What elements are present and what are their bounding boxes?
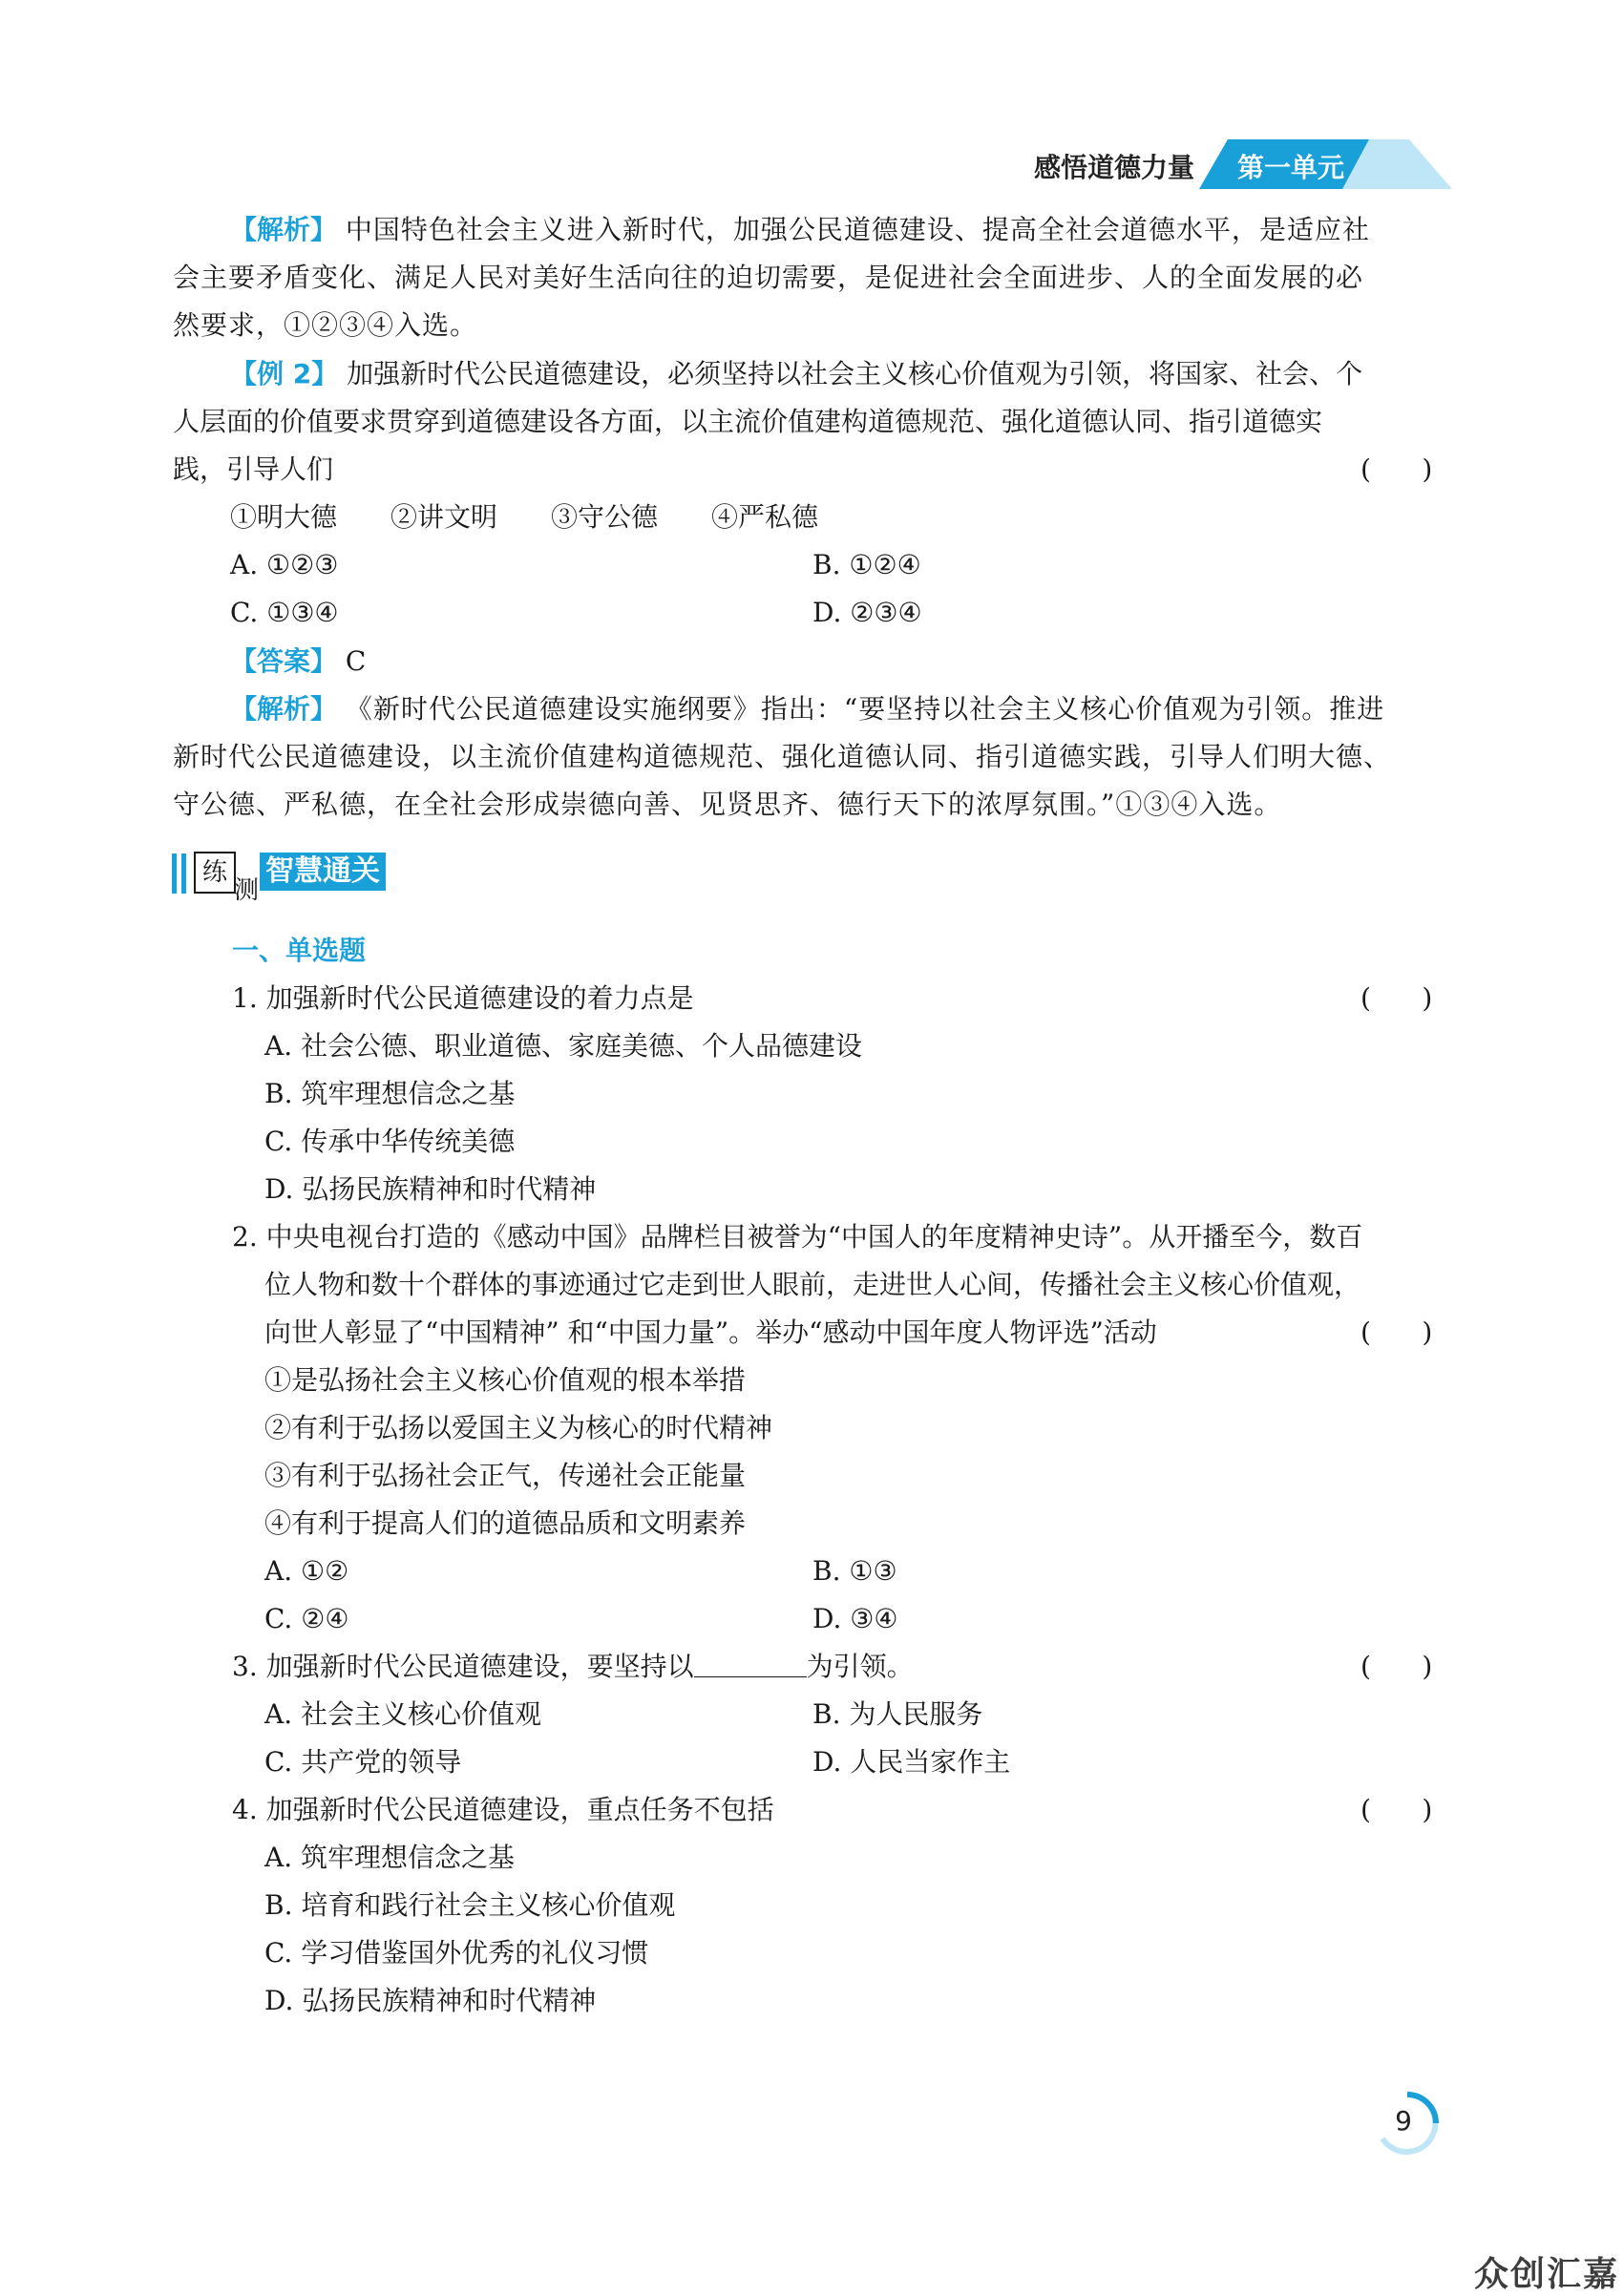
ex2-option-c: C. ①③④ (230, 597, 339, 628)
ex1-analysis-line-1: 【解析】 中国特色社会主义进入新时代，加强公民道德建设、提高全社会道德水平，是适应社 (230, 214, 1370, 245)
answer-paren: ( ) (1360, 453, 1433, 485)
watermark: 众创汇嘉 (1474, 2255, 1620, 2294)
answer-tag: 【答案】 (230, 645, 338, 677)
page-number: 9 (1395, 2105, 1412, 2137)
ex2-option-b: B. ①②④ (812, 549, 921, 580)
ex2-option-a: A. ①②③ (230, 549, 339, 580)
ex2-stem-line-3: 践，引导人们 (173, 453, 334, 485)
ex1-analysis-line-2: 会主要矛盾变化、满足人民对美好生活向往的迫切需要，是促进社会全面进步、人的全面发展的必 (173, 262, 1364, 293)
q4-option-a: A. 筑牢理想信念之基 (264, 1842, 516, 1873)
example-tag: 【例 2】 (230, 358, 339, 390)
ex2-stem-line-2: 人层面的价值要求贯穿到道德建设各方面，以主流价值建构道德规范、强化道德认同、指引道德实 (173, 406, 1323, 437)
q3-stem: 3. 加强新时代公民道德建设，要坚持以 为引领。 (232, 1648, 914, 1686)
q2-stem-line-1: 2. 中央电视台打造的《感动中国》品牌栏目被誉为“中国人的年度精神史诗”。从开播至今，数百 (232, 1221, 1363, 1253)
q1-paren: ( ) (1360, 982, 1433, 1014)
q4-stem: 4. 加强新时代公民道德建设，重点任务不包括 (232, 1794, 774, 1825)
q3-option-a: A. 社会主义核心价值观 (264, 1698, 542, 1730)
q2-option-d: D. ③④ (812, 1603, 898, 1634)
ex2-items: ①明大德 ②讲文明 ③守公德 ④严私德 (230, 501, 819, 533)
q2-stem-line-2: 位人物和数十个群体的事迹通过它走到世人眼前，走进世人心间，传播社会主义核心价值观， (264, 1269, 1361, 1300)
q2-option-a: A. ①② (264, 1555, 349, 1587)
q4-option-c: C. 学习借鉴国外优秀的礼仪习惯 (264, 1937, 649, 1969)
q4-option-b: B. 培育和践行社会主义核心价值观 (264, 1889, 676, 1921)
q2-item-2: ②有利于弘扬以爱国主义为核心的时代精神 (264, 1412, 773, 1443)
q1-option-a: A. 社会公德、职业道德、家庭美德、个人品德建设 (264, 1030, 863, 1062)
q3-option-c: C. 共产党的领导 (264, 1746, 462, 1778)
q2-paren: ( ) (1360, 1317, 1433, 1348)
q2-item-4: ④有利于提高人们的道德品质和文明素养 (264, 1507, 747, 1539)
q2-option-b: B. ①③ (812, 1555, 897, 1587)
q2-stem-line-3: 向世人彰显了“中国精神” 和“中国力量”。举办“感动中国年度人物评选”活动 (264, 1317, 1157, 1348)
ex2-analysis-line-3: 守公德、严私德，在全社会形成崇德向善、见贤思齐、德行天下的浓厚氛围。”①③④入选。 (173, 789, 1282, 820)
section-title: 智慧通关 (260, 853, 386, 891)
q1-option-c: C. 传承中华传统美德 (264, 1126, 516, 1157)
unit-label: 第一单元 (1237, 152, 1345, 183)
q2-item-1: ①是弘扬社会主义核心价值观的根本举措 (264, 1364, 747, 1396)
section-box: 练 (194, 852, 236, 894)
ex2-analysis-line-1: 【解析】 《新时代公民道德建设实施纲要》指出：“要坚持以社会主义核心价值观为引领。推进 (230, 693, 1385, 725)
section-sub: 测 (234, 876, 260, 905)
analysis-tag: 【解析】 (230, 693, 338, 725)
ex2-analysis-line-2: 新时代公民道德建设，以主流价值建构道德规范、强化道德认同、指引道德实践，引导人们明大德、 (173, 741, 1392, 772)
q2-item-3: ③有利于弘扬社会正气，传递社会正能量 (264, 1460, 747, 1491)
ex2-stem-line-1: 【例 2】 加强新时代公民道德建设，必须坚持以社会主义核心价值观为引领，将国家、社会、个 (230, 358, 1363, 390)
chapter-title: 感悟道德力量 (1034, 152, 1195, 183)
q1-stem: 1. 加强新时代公民道德建设的着力点是 (232, 982, 694, 1014)
q4-paren: ( ) (1360, 1794, 1433, 1825)
q1-option-d: D. 弘扬民族精神和时代精神 (264, 1173, 597, 1205)
q3-option-d: D. 人民当家作主 (812, 1746, 1011, 1778)
single-choice-heading: 一、单选题 (232, 935, 367, 966)
q2-option-c: C. ②④ (264, 1603, 349, 1634)
ex1-analysis-line-3: 然要求，①②③④入选。 (173, 309, 478, 341)
ex2-option-d: D. ②③④ (812, 597, 922, 628)
fill-blank (694, 1648, 807, 1677)
q1-option-b: B. 筑牢理想信念之基 (264, 1078, 516, 1109)
q3-option-b: B. 为人民服务 (812, 1698, 983, 1730)
analysis-tag: 【解析】 (230, 214, 338, 245)
q3-paren: ( ) (1360, 1651, 1433, 1682)
q4-option-d: D. 弘扬民族精神和时代精神 (264, 1985, 597, 2016)
ex2-answer: 【答案】 C (230, 645, 367, 677)
